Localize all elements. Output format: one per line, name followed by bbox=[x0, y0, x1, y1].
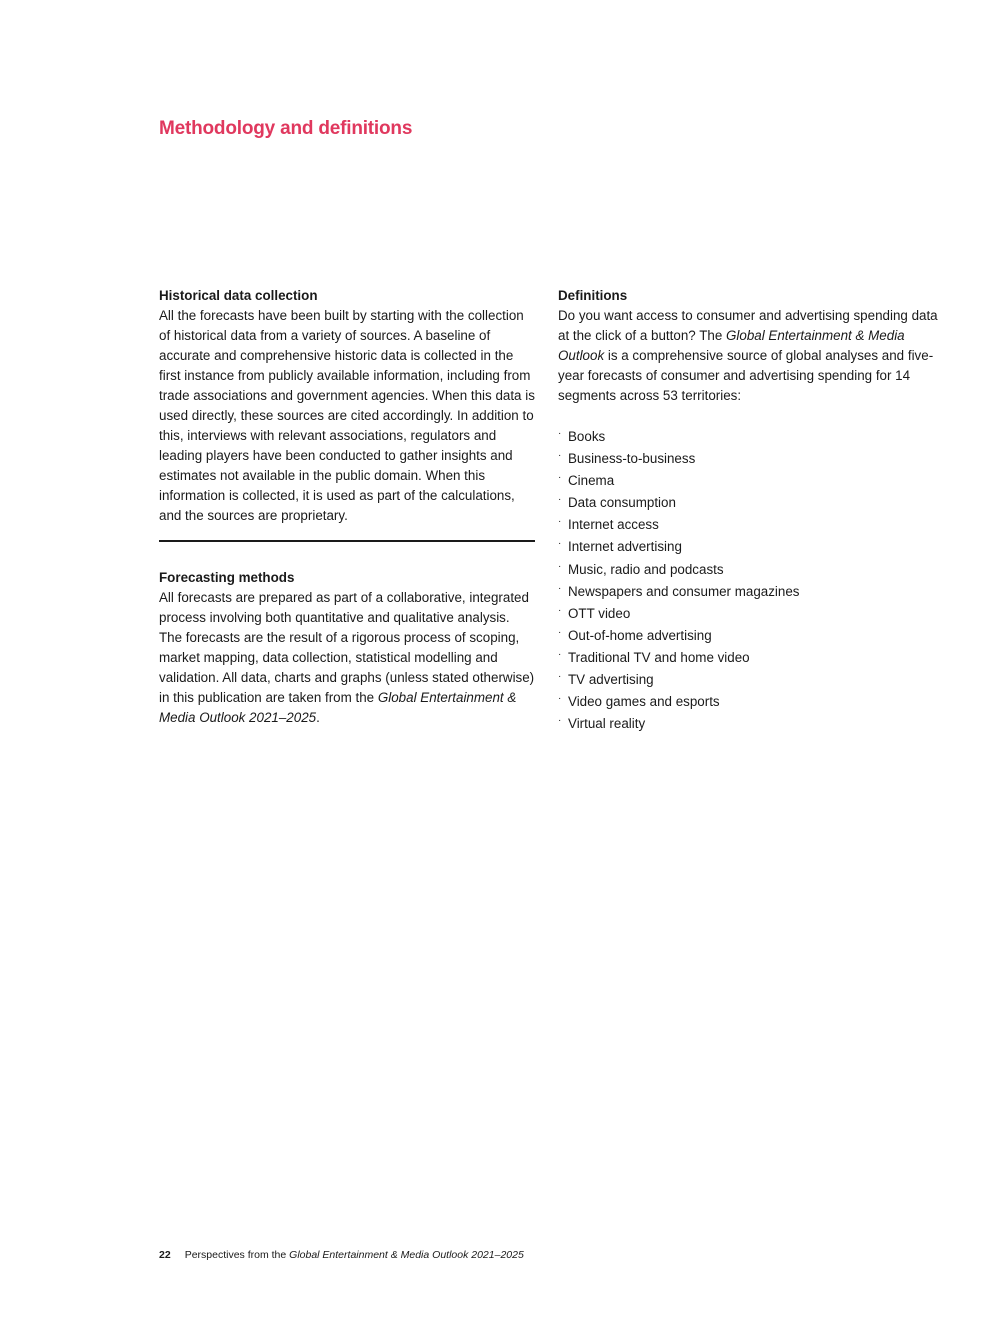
forecasting-body-end: . bbox=[316, 710, 320, 725]
left-column bbox=[159, 286, 535, 728]
segment-label: Traditional TV and home video bbox=[568, 649, 750, 665]
bullet-dot: · bbox=[558, 560, 562, 572]
forecasting-body bbox=[159, 588, 535, 728]
segment-label: Cinema bbox=[568, 473, 615, 489]
segment-label: Business-to-business bbox=[568, 451, 696, 467]
segment-list-item bbox=[558, 426, 938, 448]
page-number: 22 bbox=[159, 1249, 171, 1261]
bullet-dot: · bbox=[558, 516, 562, 528]
bullet-dot: · bbox=[558, 693, 562, 705]
bullet-dot: · bbox=[558, 626, 562, 638]
bullet-dot: · bbox=[558, 582, 562, 594]
historical-data-section bbox=[159, 286, 535, 526]
segment-label: Books bbox=[568, 429, 606, 444]
definitions-publication-title: Global Entertainment & Media Outlook bbox=[558, 328, 905, 363]
historical-heading: Historical data collection bbox=[159, 288, 318, 303]
definitions-intro-end: is a comprehensive source of global analyses and five-year forecasts of consumer and advertising spending for 14 segments across 53 territories: bbox=[558, 348, 934, 403]
segment-list-item bbox=[558, 625, 938, 647]
footer-text: Perspectives from the bbox=[184, 1249, 290, 1261]
bullet-dot: · bbox=[558, 494, 562, 506]
bullet-dot: · bbox=[558, 671, 562, 683]
forecasting-body-text: All forecasts are prepared as part of a collaborative, integrated process involving both quantitative and qualitative analysis. The forecasts are the result of a rigorous process of scoping, market mapping, data collection, statistical modelling and validation. All data, charts and graphs (unless stated otherwise) in this publication are taken from the bbox=[159, 590, 535, 705]
segment-list bbox=[558, 426, 938, 735]
segment-list-item bbox=[558, 713, 938, 735]
section-divider bbox=[159, 540, 535, 542]
historical-body: All the forecasts have been built by starting with the collection of historical data from a variety of sources. A baseline of accurate and comprehensive historic data is collected in the first instance from publicly available information, including from trade associations and government agencies. When this data is used directly, these sources are cited accordingly. In addition to this, interviews with relevant associations, regulators and leading players have been conducted to gather insights and estimates not available in the public domain. When this information is collected, it is used as part of the calculations, and the sources are proprietary. bbox=[159, 308, 535, 523]
segment-list-item bbox=[558, 603, 938, 625]
bullet-dot: · bbox=[558, 715, 562, 727]
forecasting-heading: Forecasting methods bbox=[159, 570, 295, 585]
forecasting-publication-title: Global Entertainment & Media Outlook 2021–2025 bbox=[159, 690, 517, 725]
segment-label: Virtual reality bbox=[568, 716, 646, 732]
segment-label: Music, radio and podcasts bbox=[568, 561, 724, 577]
segment-list-item bbox=[558, 536, 938, 558]
segment-list-item bbox=[558, 492, 938, 514]
definitions-intro bbox=[558, 306, 938, 406]
forecasting-section bbox=[159, 568, 535, 728]
segment-list-item bbox=[558, 581, 938, 603]
definitions-intro-text: Do you want access to consumer and advertising spending data at the click of a button? The bbox=[558, 308, 938, 343]
right-column bbox=[558, 286, 938, 735]
segment-list-item bbox=[558, 559, 938, 581]
segment-label: Data consumption bbox=[568, 495, 676, 511]
segment-label: Internet advertising bbox=[568, 539, 682, 555]
footer-publication-title: Global Entertainment & Media Outlook 2021–2025 bbox=[289, 1249, 524, 1261]
segment-list-item bbox=[558, 647, 938, 669]
definitions-section bbox=[558, 286, 938, 735]
segment-label: OTT video bbox=[568, 605, 631, 621]
segment-label: Newspapers and consumer magazines bbox=[568, 583, 800, 599]
segment-list-item bbox=[558, 669, 938, 691]
segment-list-item bbox=[558, 514, 938, 536]
page-title: Methodology and definitions bbox=[159, 118, 413, 139]
segment-list-item bbox=[558, 448, 938, 470]
bullet-dot: · bbox=[558, 648, 562, 660]
segment-label: Internet access bbox=[568, 517, 659, 533]
bullet-dot: · bbox=[558, 428, 562, 439]
bullet-dot: · bbox=[558, 604, 562, 616]
segment-label: Video games and esports bbox=[568, 694, 720, 710]
page-footer bbox=[159, 1249, 524, 1261]
bullet-dot: · bbox=[558, 450, 562, 462]
definitions-heading: Definitions bbox=[558, 288, 628, 303]
segment-label: TV advertising bbox=[568, 672, 654, 688]
bullet-dot: · bbox=[558, 538, 562, 550]
bullet-dot: · bbox=[558, 472, 562, 484]
segment-list-item bbox=[558, 470, 938, 492]
segment-list-item bbox=[558, 691, 938, 713]
segment-label: Out-of-home advertising bbox=[568, 627, 712, 643]
